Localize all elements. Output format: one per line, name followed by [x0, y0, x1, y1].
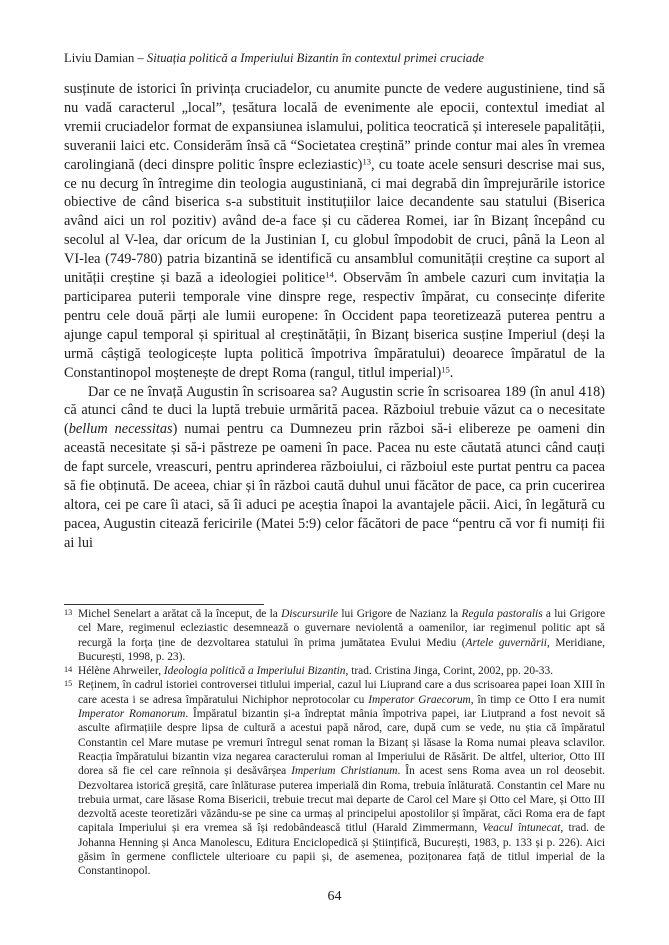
- footnote-13-italic: Discursurile: [281, 608, 339, 620]
- paragraph-1-text-d: .: [449, 364, 454, 381]
- paragraph-1-text-b: , cu toate acele sensuri descrise mai sus, ce nu decurg în întregime din teologia augustiniană, ci mai degrabă din împrejurările istorice obiective de când biserica s-a substituit instituțiilor laice decandente sau statului (Biserica având aici un rol pozitiv) având de-a face și cu căderea Romei, iar în Bizanț începând cu secolul al V-lea, dar oricum de la Justinian I, cu globul împodobit de cruci, până la Leon al VI-lea (749-780) patria bizantină se identifică cu ansamblul comunității creștine ca suport al unității creștine și bază a ideologiei politice: [64, 156, 605, 287]
- footnote-15-italic: Imperator Graecorum: [368, 693, 471, 706]
- footnote-13-text: , Meridiane, București, 1998, p. 23).: [78, 636, 605, 663]
- footnote-13-text: Michel Senelart a arătat că la început, de la: [78, 608, 282, 620]
- footnote-13-text: lui Grigore de Nazianz la: [338, 608, 462, 620]
- footnote-15-italic: Veacul întunecat: [482, 822, 561, 835]
- footnote-14-italic: Ideologia politică a Imperiului Bizantin: [163, 665, 346, 678]
- paragraph-1: [64, 80, 605, 383]
- paragraph-1-text-c: . Observăm în ambele cazuri cum invitația la participarea puterii temporale vine dinspre rege, respectiv împărat, cu consecințe diferite pentru cele două părți ale lumii europene: în Occident papa teoretizează puterea pentru a ajunge capul temporal și spiritual al creștinătății, în Bizanț biserica susține Imperiul (deși la urmă câștigă teologicește lupta politică împotriva împăratului) deoarece împăratul de la Constantinopol moștenește de drept Roma (rangul, titlul imperial): [64, 270, 605, 381]
- footnote-15-number: 15: [64, 679, 73, 689]
- paragraph-2-italic: bellum necessitas: [68, 421, 173, 438]
- footnote-15-text: Reținem, în cadrul istoriei controversei titlului imperial, cazul lui Liuprand care a dus scrisoarea papei Ioan XIII în care acesta i se adresa împăratului Nichiphor neprotocolar cu: [78, 679, 605, 706]
- footnote-ref-14[interactable]: 14: [325, 269, 334, 280]
- header-author: Liviu Damian: [64, 51, 135, 65]
- footnotes: [64, 607, 605, 879]
- footnote-ref-15[interactable]: 15: [441, 363, 450, 374]
- footnote-13: [64, 607, 605, 664]
- footnote-14-number: 14: [64, 665, 73, 675]
- header-title: Situația politică a Imperiului Bizantin în contextul primei cruciade: [146, 51, 485, 65]
- footnote-15-text: , trad. de Johanna Henning și Anca Manolescu, Editura Enciclopedică și Științifică, București, 1983, p. 133 și p. 226). Aici găsim în germene conflictele ulterioare cu papii și, de asemenea, pozițonarea față de titlul imperial de la Constantinopol.: [78, 822, 605, 878]
- footnote-15-text: , în timp ce Otto I era numit: [470, 693, 605, 706]
- footnote-14-text: , trad. Cristina Jinga, Corint, 2002, pp. 20-33.: [345, 665, 554, 678]
- footnote-14: [64, 664, 605, 678]
- page-number: 64: [327, 889, 342, 904]
- footnote-ref-13[interactable]: 13: [362, 155, 372, 166]
- paragraph-1-text-a: susținute de istorici în privința cruciadelor, cu anumite puncte de vedere augustiniene, tind să nu vadă caracterul „local”, țesătura locală de evenimente ale epocii, contextul imediat al vremii cruciadelor format de expansiunea islamului, politica teocratică și interesele papalității, suveranii laici etc. Considerăm însă că “Societatea creștină” prinde contur mai ales în vremea carolingiană (deci dinspre politic înspre ecleziastic): [64, 81, 605, 173]
- footnote-13-italic: Regula pastoralis: [461, 608, 543, 620]
- footnote-15-text: . Împăratul bizantin și-a îndreptat mânia împotriva papei, iar Liutprand a fost nevoit să asculte afirmațiile despre lipsa de cultură a acestui papă nărod, care, după cum se vede, nu știa că împăratul Constantin cel Mare mutase pe vremuri întregul senat roman la Bizanț și lăsase la Roma numai pleava sclavilor. Reacția împăratului bizantin viza negarea caracterului roman al Imperiului de Răsărit. De altfel, ulterior, Otto III dorea să fie cel care reînnoia și desăvârșea: [78, 708, 606, 778]
- footnote-separator: [64, 604, 264, 605]
- main-text: [64, 80, 605, 553]
- header-separator: –: [134, 51, 147, 65]
- footnote-15-italic: Imperium Christianum: [291, 765, 398, 778]
- paragraph-2-text-b: ) numai pentru ca Dumnezeu prin război să-i elibereze pe oameni din această necesitate și să-i păstreze pe oameni în pace. Pacea nu este căutată atunci când cauți de fapt surcele, vreascuri, pentru aprinderea războiului, ci războiul este purtat pentru ca pacea să fie obținută. De aceea, chiar și în război caută duhul unui făcător de pace, ca prin cucerirea altora, cei pe care îi ataci, să îi aduci pe aceștia înapoi la avantajele păcii. Aici, în legătură cu pacea, Augustin citează fericirile (Matei 5:9) celor făcători de pace “pentru că vor fi numiți fii ai lui: [64, 421, 605, 551]
- footnote-13-text: a lui Grigore cel Mare, regimenul ecleziastic desemnează o guvernare neviolentă a oamenilor, iar regimenul politic apt să recurgă la forța ține de dezvoltarea statului în prima jumătatea Evului Mediu (: [78, 608, 606, 649]
- paragraph-2: [64, 383, 605, 553]
- paragraph-2-text-a: Dar ce ne învață Augustin în scrisoarea sa? Augustin scrie în scrisoarea 189 (în anul 418) că atunci când te duci la luptă trebuie urmărită pacea. Războiul trebuie văzut ca o necesitate (: [64, 383, 605, 438]
- running-header: [64, 50, 605, 66]
- footnote-15-italic: Imperator Romanorum: [78, 708, 186, 721]
- footnote-15: [64, 678, 605, 878]
- footnote-13-italic: Artele guvernării: [465, 636, 547, 649]
- footnote-14-text: Hélène Ahrweiler,: [78, 665, 164, 678]
- footnote-15-text: . În acest sens Roma avea un rol deosebit. Dezvoltarea istorică greșită, care înlăturase puterea imperială din Roma, trebuia înlăturată. Constantin cel Mare nu trebuia urmat, care lăsase Roma Bisericii, trebuie trecut mai departe de Carol cel Mare și Otto cel Mare, și Otto III dezvoltă aceste teoretizări văzându-se pe sine ca urmaș al principelui apostolilor și împărat, căci Roma era de fapt capitala Imperiului și era vremea să își redobândească titlul (Harald Zimmermann,: [78, 765, 606, 835]
- footnote-13-number: 13: [64, 608, 73, 617]
